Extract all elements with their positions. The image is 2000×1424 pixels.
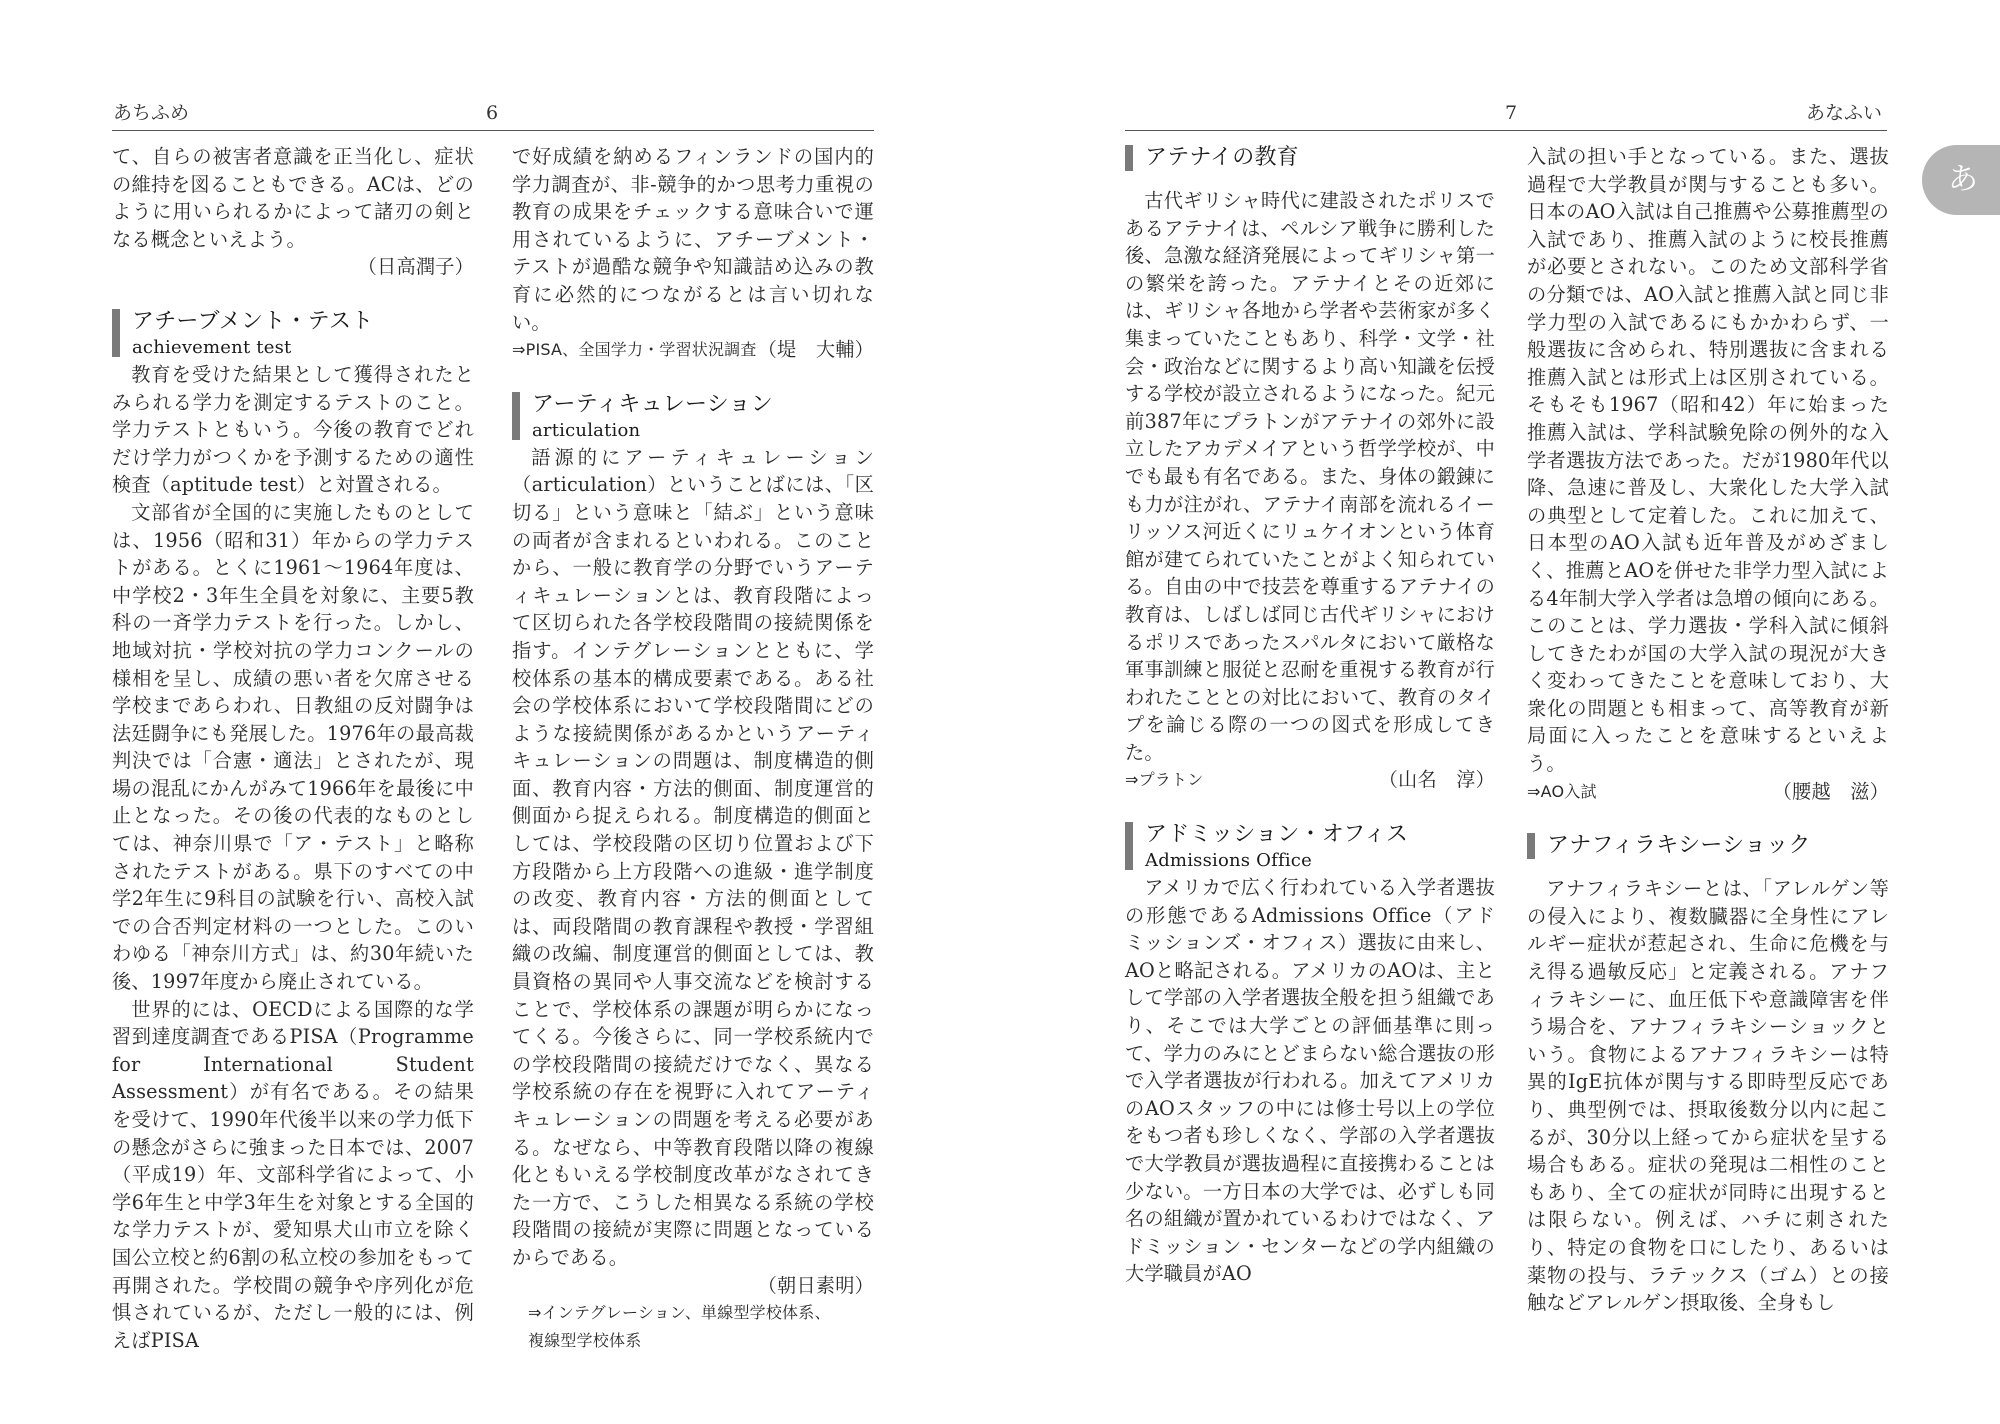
continued-text: で好成績を納めるフィンランドの国内的学力調査が、非-競争的かつ思考力重視の教育の成果をチェックする意味合いで運用されているように、アチーブメント・テストが過酷な競争や知識詰め込みの教育に必然的につながるとは言い切れない。 [512, 145, 874, 334]
entry-paragraph: 語源的にアーティキュレーション（articulation）ということばには、「区切る」という意味と「結ぶ」という意味の両者が含まれるといわれる。このことから、一般に教育学の分野でいうアーティキュレーションとは、教育段階によって区切られた各学校段階間の接続関係を指す。インテグレーションとともに、学校体系の基本的構成要素である。ある社会の学校体系において学校段階間にどのような接続関係があるかというアーティキュレーションの問題は、制度構造的側面、教育内容・方法的側面、制度運営的側面から捉えられる。制度構造的側面としては、学校段階の区切り位置および下方段階から上方段階への進級・進学制度の改変、教育内容・方法的側面としては、両段階間の教育課程や教授・学習組織の改編、制度運営的側面としては、教員資格の異同や人事交流などを検討することで、学校体系の課題が明らかになってくる。今後さらに、同一学校系統内での学校段階間の接続だけでなく、異なる学校系統の存在を視野に入れてアーティキュレーションの問題を考える必要がある。なぜなら、中等教育段階以降の複線化ともいえる学校制度改革がなされてきた一方で、こうした相異なる系統の学校段階間の接続が実際に問題となっているからである。 [512, 445, 874, 1269]
entry-heading [1527, 831, 1889, 861]
continued-text: 入試の担い手となっている。また、選抜過程で大学教員が関与することも多い。日本のAO入試は自己推薦や公募推薦型の入試であり、推薦入試のように校長推薦が必要とされない。このため文部科学省の分類では、AO入試と推薦入試と同じ非学力型の入試であるにもかかわらず、一般選抜に含められ、特別選抜に含まれる推薦入試とは形式上は区別されている。そもそも1967（昭和42）年に始まった推薦入試は、学科試験免除の例外的な入学者選抜方法であった。だが1980年代以降、急速に普及し、大衆化した大学入試の典型として定着した。これに加えて、日本型のAO入試も近年普及がめざましく、推薦とAOを併せた非学力型入試による4年制大学入学者は急増の傾向にある。このことは、学力選抜・学科入試に傾斜してきたわが国の大学入試の現況が大きく変わってきたことを意味しており、大衆化の問題とも相まって、高等教育が新局面に入ったことを意味するといえよう。 [1527, 145, 1889, 776]
entry-title: アーティキュレーション [532, 391, 773, 417]
entry-title: アドミッション・オフィス [1145, 822, 1409, 848]
thumb-index-tab[interactable]: あ [1922, 145, 2000, 215]
entry-heading [1125, 143, 1495, 173]
cross-reference: ⇒PISA、全国学力・学習状況調査 [512, 340, 757, 360]
entry-title: アチーブメント・テスト [132, 308, 374, 334]
entry-subtitle: Admissions Office [1145, 850, 1312, 872]
right-column-1 [1125, 143, 1495, 1288]
entry-paragraph: アナフィラキシーとは、「アレルゲン等の侵入により、複数臓器に全身性にアレルギー症状が惹起され、生命に危機を与え得る過敏反応」と定義される。アナフィラキシーに、血圧低下や意識障害を伴う場合を、アナフィラキシーショックという。食物によるアナフィラキシーは特異的IgE抗体が関与する即時型反応であり、典型例では、摂取後数分以内に起こるが、30分以上経ってから症状を呈する場合もある。症状の発現は二相性のこともあり、全ての症状が同時に出現するとは限らない。例えば、ハチに刺されたり、特定の食物を口にしたり、あるいは薬物の投与、ラテックス（ゴム）との接触などアレルゲン摂取後、全身もし [1527, 877, 1889, 1315]
reference-line [512, 336, 874, 364]
header-rule [112, 130, 874, 131]
right-page [1000, 0, 2000, 1424]
header-index-word: あちふめ [113, 102, 190, 124]
author-signature: （堤 大輔） [757, 338, 874, 362]
header-rule [1125, 130, 1887, 131]
author-signature: （日高潤子） [357, 255, 474, 279]
heading-bar [512, 392, 520, 440]
entry-heading [112, 307, 474, 359]
cross-reference: ⇒インテグレーション、単線型学校体系、 [528, 1303, 831, 1323]
heading-bar [1125, 145, 1133, 171]
right-column-2 [1527, 143, 1889, 1317]
reference-line [1125, 766, 1495, 794]
heading-bar [1125, 822, 1133, 870]
entry-title: アテナイの教育 [1145, 145, 1299, 170]
entry-heading [512, 390, 874, 442]
author-signature: （腰越 滋） [1772, 779, 1889, 803]
reference-line [1527, 778, 1889, 806]
cross-reference: ⇒プラトン [1125, 770, 1204, 790]
heading-bar [112, 309, 120, 357]
header-index-word: あなふい [1806, 102, 1883, 124]
cross-reference: ⇒AO入試 [1527, 781, 1597, 801]
page-number: 7 [1505, 102, 1518, 124]
entry-paragraph: 文部省が全国的に実施したものとしては、1956（昭和31）年からの学力テストがある。とくに1961〜1964年度は、中学校2・3年生全員を対象に、主要5教科の一斉学力テストを行った。しかし、地域対抗・学校対抗の学力コンクールの様相を呈し、成績の悪い者を欠席させる学校まであらわれ、日教組の反対闘争は法廷闘争にも発展した。1976年の最高裁判決では「合憲・適法」とされたが、現場の混乱にかんがみて1966年を最後に中止となった。その後の代表的なものとしては、神奈川県で「ア・テスト」と略称されたテストがある。県下のすべての中学2年生に9科目の試験を行い、高校入試での合否判定材料の一つとした。このいわゆる「神奈川方式」は、約30年続いた後、1997年度から廃止されている。 [112, 500, 474, 994]
author-signature: （朝日素明） [757, 1273, 874, 1297]
left-column-1 [112, 143, 474, 1354]
entry-paragraph: 古代ギリシャ時代に建設されたポリスであるアテナイは、ペルシア戦争に勝利した後、急激な経済発展によってギリシャ第一の繁栄を誇った。アテナイとその近郊には、ギリシャ各地から学者や芸術家が多く集まっていたこともあり、科学・文学・社会・政治などに関するより高い知識を伝授する学校が設立されるようになった。紀元前387年にプラトンがアテナイの郊外に設立したアカデメイアという哲学学校が、中でも最も有名である。また、身体の鍛錬にも力が注がれ、アテナイ南部を流れるイーリッソス河近くにリュケイオンという体育館が建てられていたことがよく知られている。自由の中で技芸を尊重するアテナイの教育は、しばしば同じ古代ギリシャにおけるポリスであったスパルタにおいて厳格な軍事訓練と服従と忍耐を重視する教育が行われたこととの対比において、教育のタイプを論じる際の一つの図式を形成してきた。 [1125, 189, 1495, 764]
continued-text: て、自らの被害者意識を正当化し、症状の維持を図ることもできる。ACは、どのように用いられるかによって諸刃の剣となる概念といえよう。 [112, 145, 474, 251]
heading-bar [1527, 833, 1535, 859]
entry-subtitle: achievement test [132, 336, 292, 358]
left-column-2 [512, 143, 874, 1354]
author-signature: （山名 淳） [1378, 768, 1495, 792]
entry-paragraph: 教育を受けた結果として獲得されたとみられる学力を測定するテストのこと。学力テストともいう。今後の教育でどれだけ学力がつくかを予測するための適性検査（aptitude test）と対置される。 [112, 362, 474, 497]
entry-paragraph: アメリカで広く行われている入学者選抜の形態であるAdmissions Office（アドミッションズ・オフィス）選抜に由来し、AOと略記される。アメリカのAOは、主として学部の入学者選抜全般を担う組織であり、そこでは大学ごとの評価基準に則って、学力のみにとどまらない総合選抜の形で入学者選抜が行われる。加えてアメリカのAOスタッフの中には修士号以上の学位をもつ者も珍しくなく、学部の入学者選抜で大学教員が選抜過程に直接携わることは少ない。一方日本の大学では、必ずしも同名の組織が置かれているわけではなく、アドミッション・センターなどの学内組織の大学職員がAO [1125, 876, 1495, 1286]
page-number: 6 [486, 102, 499, 124]
entry-paragraph: 世界的には、OECDによる国際的な学習到達度調査であるPISA（Programme for International Student Assessment）が有名である。その結果を受けて、1990年代後半以来の学力低下の懸念がさらに強まった日本では、2007（平成19）年、文部科学省によって、小学6年生と中学3年生を対象とする全国的な学力テストが、愛知県犬山市立を除く国公立校と約6割の私立校の参加をもって再開された。学校間の競争や序列化が危惧されているが、ただし一般的には、例えばPISA [112, 997, 474, 1352]
entry-heading [1125, 820, 1495, 872]
entry-title: アナフィラキシーショック [1547, 833, 1811, 859]
cross-reference: 複線型学校体系 [528, 1330, 642, 1350]
entry-subtitle: articulation [532, 419, 641, 441]
